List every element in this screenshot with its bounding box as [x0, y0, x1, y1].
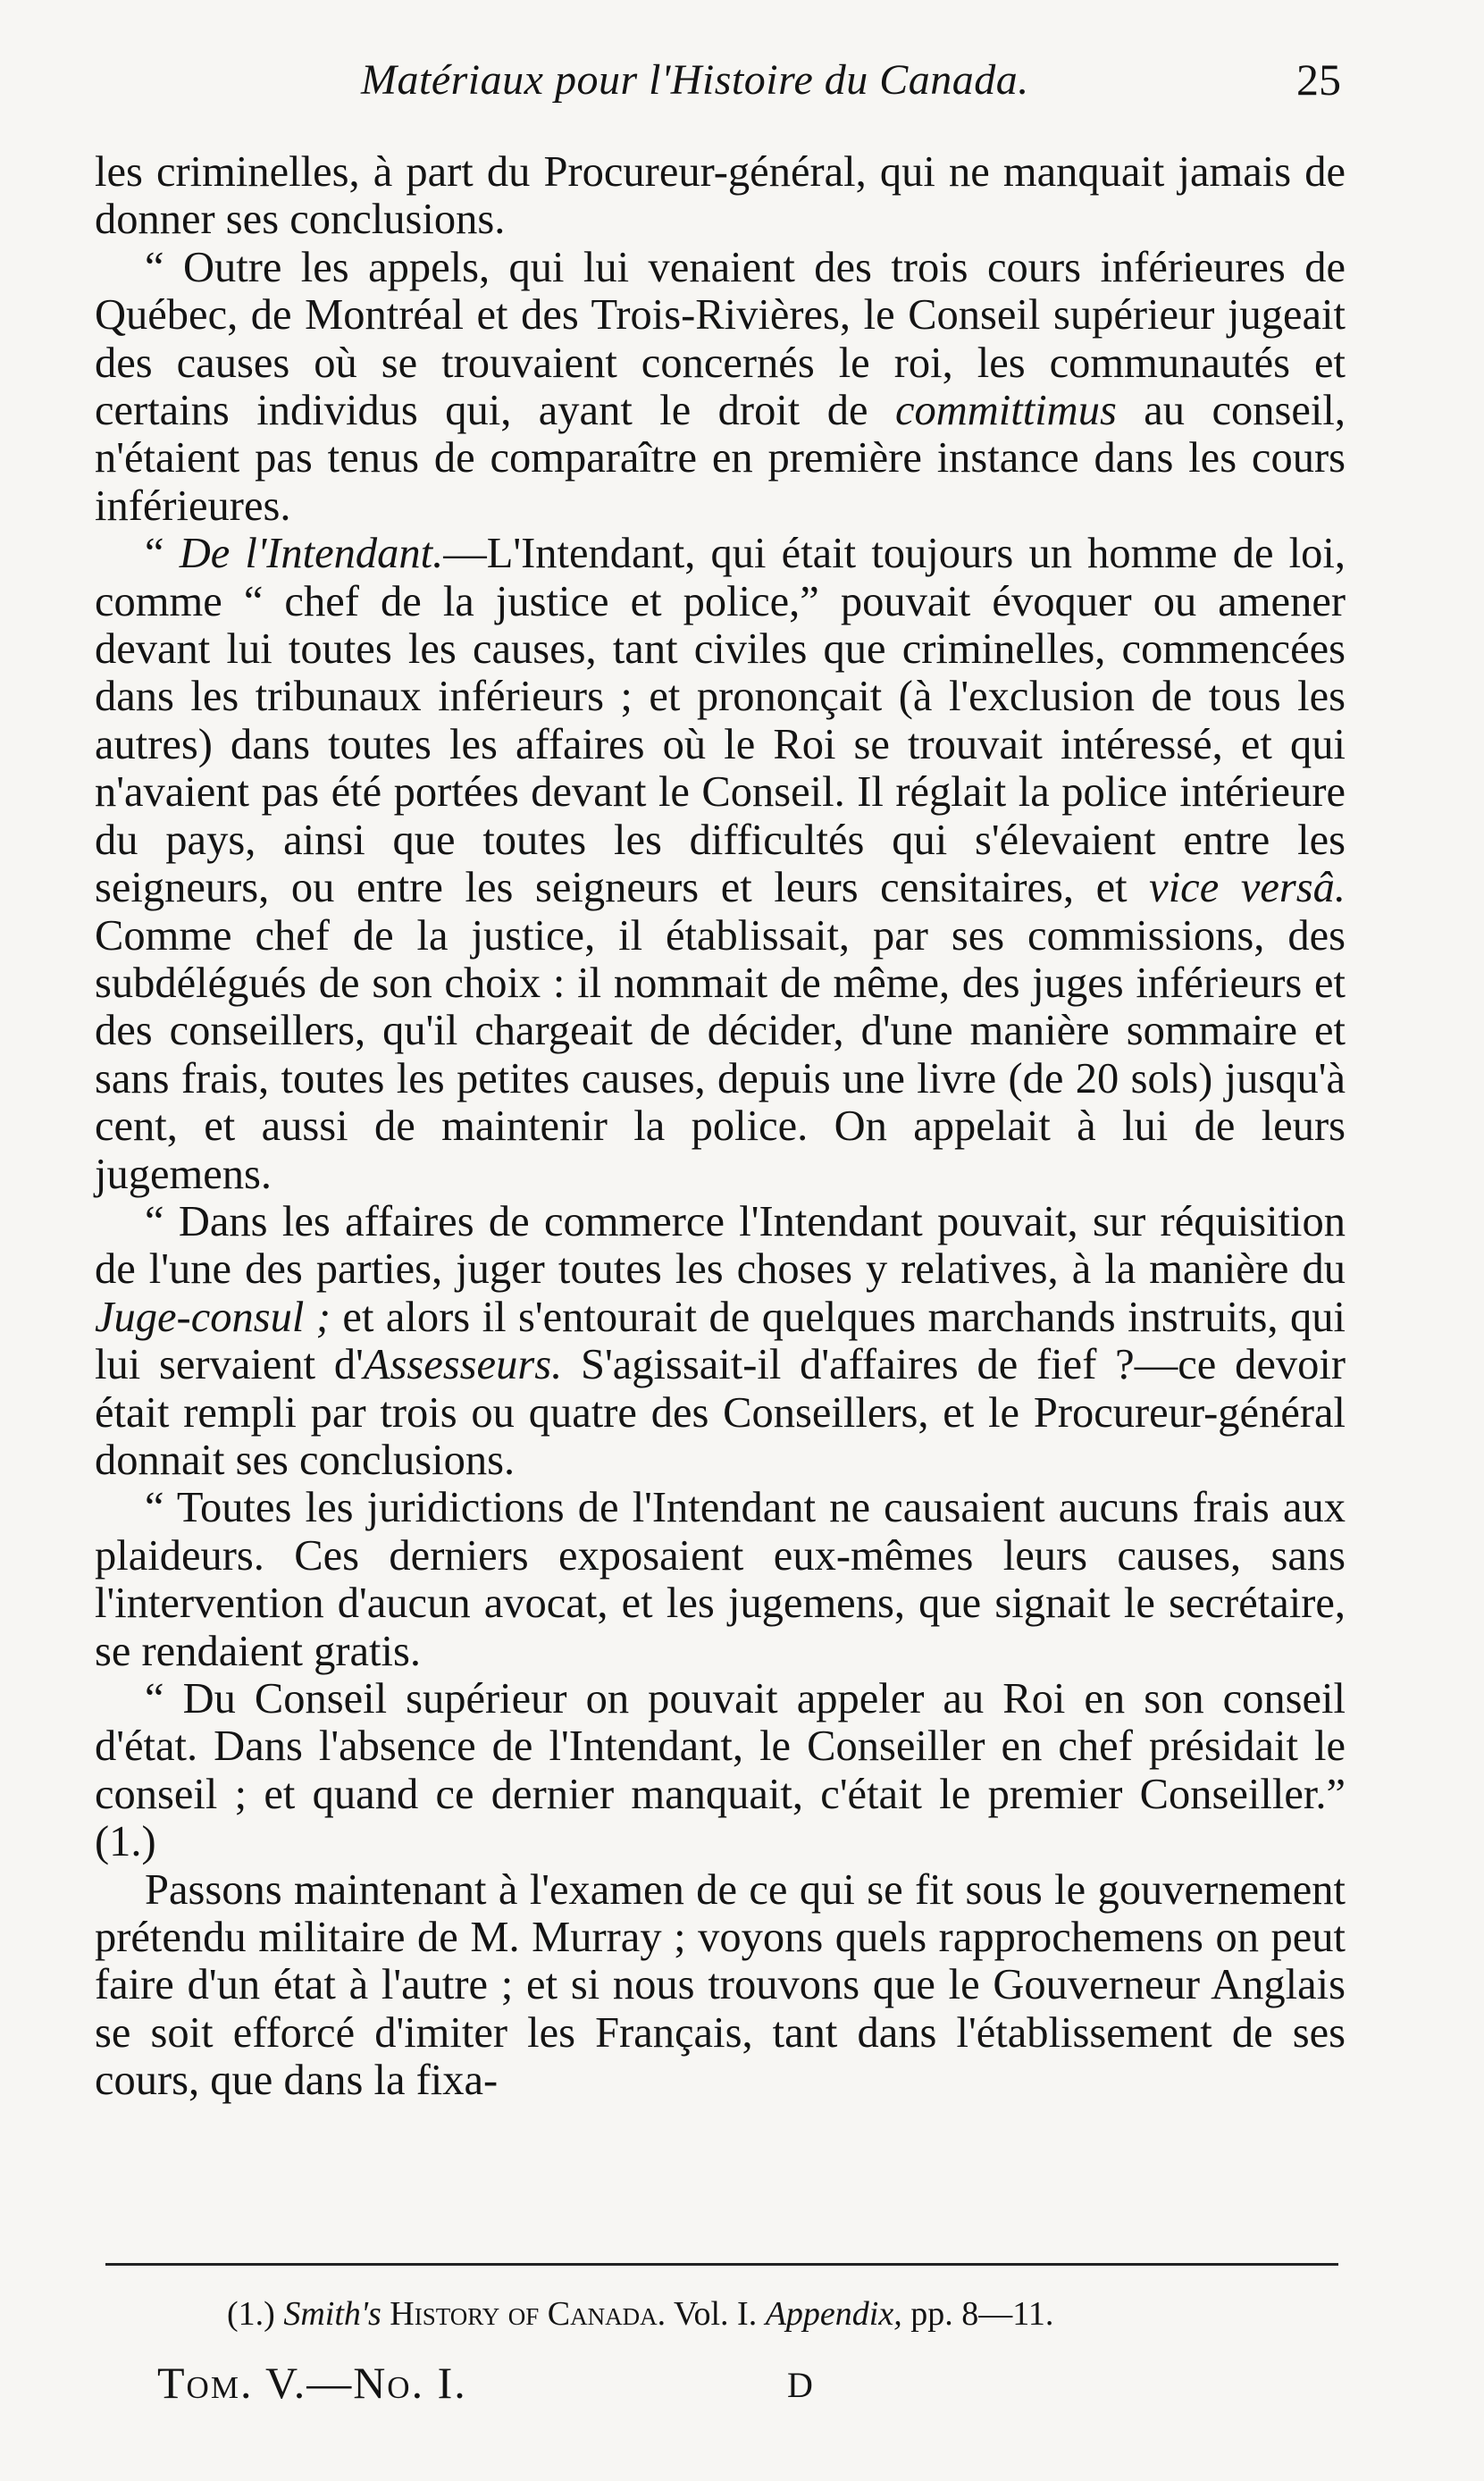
- footnote-author: Smith's: [283, 2295, 381, 2333]
- italic-run: De l'Intendant.: [179, 530, 444, 578]
- footnote-title: History of Canada.: [390, 2295, 667, 2333]
- italic-run: Juge-consul ;: [95, 1293, 331, 1341]
- footnote: [227, 2294, 1053, 2334]
- signature-mark: Tom. V.—No. I.: [157, 2358, 467, 2408]
- paragraph: [95, 1866, 1346, 2105]
- text-run: les criminelles, à part du Procureur-général, qui ne manquait jamais de donner ses conclusions.: [95, 148, 1346, 244]
- italic-run: Assesseurs.: [363, 1341, 563, 1389]
- running-title: Matériaux pour l'Histoire du Canada.: [361, 56, 1029, 104]
- text-run: “ Du Conseil supérieur on pouvait appeler au Roi en son conseil d'état. Dans l'absence de l'Intendant, le Conseiller en chef présidait le conseil ; et quand ce dernier manquait, c'était le premier Conseiller.” (1.): [95, 1675, 1346, 1866]
- paragraph: [95, 148, 1346, 244]
- text-run: Passons maintenant à l'examen de ce qui se fit sous le gouvernement prétendu militaire de M. Murray ; voyons quels rapprochemens on peut faire d'un état à l'autre ; et si nous trouvons que le Gouverneur Anglais se soit efforcé d'imiter les Français, tant dans l'établissement de ses cours, que dans la fixa-: [95, 1865, 1346, 2105]
- footnote-pages: pp. 8—11.: [910, 2295, 1054, 2333]
- footnote-appendix: Appendix,: [765, 2295, 902, 2333]
- text-run: S'agissait-il d'affaires de fief ?—ce devoir était rempli par trois ou quatre des Conseillers, et le Procureur-général donnait ses conclusions.: [95, 1341, 1346, 1484]
- text-run: “ Dans les affaires de commerce l'Intendant pouvait, sur réquisition de l'une des parties, juger toutes les choses y relatives, à la manière du: [95, 1197, 1346, 1294]
- text-run: —L'Intendant, qui était toujours un homme de loi, comme “ chef de la justice et police,” pouvait évoquer ou amener devant lui toutes les causes, tant civiles que criminelles, commencées dans les tribunaux inférieurs ; et prononçait (à l'exclusion de tous les autres) dans toutes les affaires où le Roi se trouvait intéressé, et qui n'avaient pas été portées devant le Conseil. Il réglait la police intérieure du pays, ainsi que toutes les difficultés qui s'élevaient entre les seigneurs, ou entre les seigneurs et leurs censitaires, et: [95, 530, 1346, 912]
- paragraph: [95, 1675, 1346, 1866]
- footnote-volume: Vol. I.: [673, 2295, 758, 2333]
- paragraph: [95, 1198, 1346, 1484]
- text-run: et alors il s'entourait de quelques marchands instruits, qui lui servaient d': [95, 1293, 1346, 1389]
- body-text: [95, 148, 1346, 2105]
- paragraph: [95, 1484, 1346, 1675]
- signature-letter: D: [787, 2365, 813, 2405]
- paragraph: [95, 530, 1346, 1198]
- italic-run: committimus: [894, 387, 1117, 435]
- text-run: Comme chef de la justice, il établissait, par ses commissions, des subdélégués de son choix : il nommait de même, des juges inférieurs et des conseillers, qu'il chargeait de décider, d'une manière sommaire et sans frais, toutes les petites causes, depuis une livre (de 20 sols) jusqu'à cent, et aussi de maintenir la police. On appelait à lui de leurs jugemens.: [95, 911, 1346, 1198]
- running-head: [95, 46, 1341, 118]
- signature-line: [157, 2357, 1069, 2419]
- text-run: “ Toutes les juridictions de l'Intendant ne causaient aucuns frais aux plaideurs. Ces derniers exposaient eux-mêmes leurs causes, sans l'intervention d'aucun avocat, et les jugemens, que signait le secrétaire, se rendaient gratis.: [95, 1484, 1346, 1675]
- paragraph: [95, 244, 1346, 530]
- footnote-rule: [105, 2263, 1338, 2266]
- text-run: au conseil, n'étaient pas tenus de comparaître en première instance dans les cours inférieures.: [95, 387, 1346, 530]
- text-run: “: [145, 530, 180, 578]
- footnote-marker: (1.): [227, 2295, 275, 2333]
- italic-run: vice versâ.: [1149, 864, 1346, 912]
- page-number: 25: [1296, 54, 1341, 105]
- text-run: “ Outre les appels, qui lui venaient des trois cours inférieures de Québec, de Montréal et des Trois-Rivières, le Conseil supérieur jugeait des causes où se trouvaient concernés le roi, les communautés et certains individus qui, ayant le droit de: [95, 243, 1346, 435]
